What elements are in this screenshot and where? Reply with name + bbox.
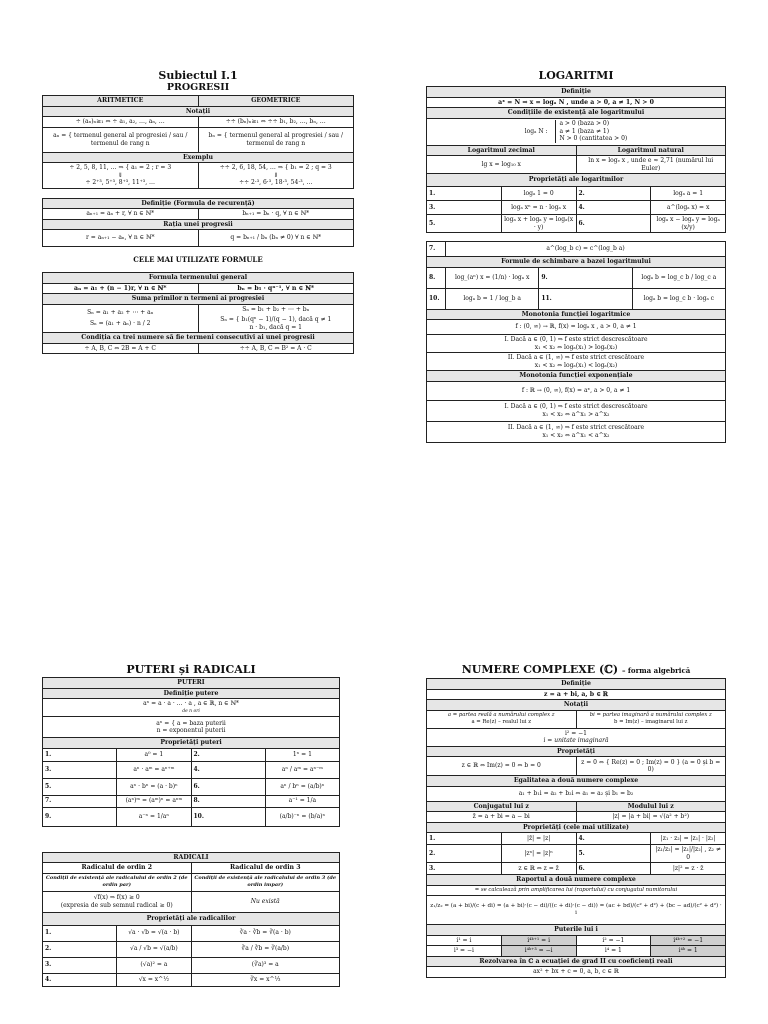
puteri-prop: aⁿ / aᵐ = aⁿ⁻ᵐ: [265, 761, 339, 778]
cx-pi-general: i⁴ᵏ⁺³ = −i: [501, 946, 576, 957]
radicali-label: RADICALI: [43, 852, 340, 863]
exemplu-arit-line2: ⇓: [117, 171, 123, 179]
cx-i2: [427, 728, 726, 746]
log-sch: logₐ b = log_c b / log_c a: [632, 267, 725, 288]
cx-prop-header: Proprietăți: [427, 746, 726, 757]
log-conditii-header: Condițiile de existență ale logaritmului: [427, 108, 726, 119]
cx-pi: i⁴ = 1: [576, 946, 651, 957]
cx-propm: |z|² = z · z̄: [651, 863, 726, 875]
log-zecimal-header: Logaritmul zecimal: [427, 145, 577, 156]
log-sch-num: 9.: [539, 267, 632, 288]
log-prop7-num: 7.: [427, 242, 446, 257]
log-prop-header: Proprietăți ale logaritmilor: [427, 174, 726, 187]
cx-pi-general: i⁴ᵏ = 1: [651, 946, 726, 957]
log-definitie-header: Definiție: [427, 87, 726, 98]
exp-mono-case1: [427, 400, 726, 421]
cx-not-a2: a = Re(z) – realul lui z: [471, 719, 532, 725]
cx-pi-general: i⁴ᵏ⁺¹ = i: [501, 935, 576, 946]
exemplu-arit-line1: ÷ 2, 5, 8, 11, … ⇒ { a₁ = 2 ; r = 3: [69, 164, 172, 171]
suma-header: Suma primilor n termeni ai progresiei: [43, 294, 354, 305]
ratia-arit: r = aₙ₊₁ − aₙ, ∀ n ∈ ℕ*: [43, 230, 199, 247]
puteri-def-1: [43, 699, 340, 717]
log-natural-header: Logaritmul natural: [576, 145, 726, 156]
puteri-prop: 1ⁿ = 1: [265, 748, 339, 761]
puteri-label: PUTERI: [43, 678, 340, 689]
exemplu-geom-line2: ⇓: [273, 171, 279, 179]
log-mono-case2: [427, 353, 726, 371]
progresii-panel: [42, 70, 354, 354]
suma-geom-line3: n · b₁, dacă q = 1: [249, 323, 302, 331]
exp-mono-2b: x₁ < x₂ ⇔ a^x₁ < a^x₂: [542, 431, 610, 439]
log-cond-2: a ≠ 1 (baza ≠ 1): [559, 127, 610, 135]
cx-ecuatie: ax² + bx + c = 0, a, b, c ∈ ℝ: [427, 967, 726, 978]
puteri-def-de-n-ori: de n ori: [182, 708, 200, 714]
cx-not-b: [576, 710, 726, 728]
progresii-definitie-table: [42, 198, 354, 248]
rad-prop-3: ∛a / ∛b = ∛(a/b): [191, 941, 340, 957]
tg-arit: aₙ = a₁ + (n − 1)r, ∀ n ∈ ℕ*: [43, 283, 199, 294]
exemplu-geom-line3: ÷÷ 2·³, 6·³, 18·³, 54·³, …: [239, 179, 313, 186]
rad2-cond-note: (expresia de sub semnul radical ≥ 0): [60, 901, 173, 909]
notatie-geom: ÷÷ (bₙ)ₙ≥₁ ⇔ ÷÷ b₁, b₂, …, bₙ, …: [198, 117, 354, 128]
col-geometrice: GEOMETRICE: [198, 96, 354, 107]
log-zecimal: lg x = log₁₀ x: [427, 156, 577, 174]
conditia-header: Condiția ca trei numere să fie termeni consecutivi ai unei progresii: [43, 333, 354, 344]
cx-propm-num: 1.: [427, 833, 502, 845]
logaritmi-table-2: [426, 241, 726, 443]
rad-prop-num: 2.: [43, 941, 117, 957]
termen-arit: aₙ = { termenul general al progresiei / sau / termenul de rang n: [43, 127, 199, 152]
puteri-prop: (a/b)⁻ⁿ = (b/a)ⁿ: [265, 807, 339, 826]
log-mono-header: Monotonia funcției logaritmice: [427, 309, 726, 320]
cx-mod: |z| = |a + bi| = √(a² + b²): [576, 812, 726, 823]
exemplu-arit: [43, 163, 199, 189]
suma-arit-line1: Sₙ = a₁ + a₂ + ⋯ + aₙ: [87, 308, 154, 316]
log-sch: log_(aⁿ) x = (1/n) · logₐ x: [446, 267, 539, 288]
log-mono-1b: x₁ < x₂ ⇔ logₐ(x₁) > logₐ(x₂): [534, 343, 618, 351]
rad-prop-2: √x = x^½: [117, 973, 191, 986]
puteri-def-formula: aⁿ = a · a · … · a , a ∈ ℝ, n ∈ ℕ*: [143, 700, 239, 707]
cx-propm: z ∈ ℝ ⇔ z = z̄: [501, 863, 576, 875]
exemplu-arit-line3: ÷ 2⁺³, 5⁺³, 8⁺³, 11⁺³, …: [85, 179, 156, 186]
cx-def: z = a + bi, a, b ∈ ℝ: [427, 689, 726, 700]
cx-propm-num: 6.: [576, 863, 651, 875]
progresii-title: Subiectul I.1: [158, 69, 238, 82]
exp-mono-def: f : ℝ → (0, ∞), f(x) = aˣ, a > 0, a ≠ 1: [427, 381, 726, 400]
cx-pi: i² = −1: [576, 935, 651, 946]
cx-egal: a₁ + b₁i = a₂ + b₂i ⇔ a₁ = a₂ și b₁ = b₂: [427, 786, 726, 801]
puteri-prop-num: 1.: [43, 748, 117, 761]
puteri-prop-header: Proprietăți puteri: [43, 738, 340, 749]
termen-geom: bₙ = { termenul general al progresiei / sau / termenul de rang n: [198, 127, 354, 152]
ratia-geom: q = bₙ₊₁ / bₙ (bₙ ≠ 0) ∀ n ∈ ℕ*: [198, 230, 354, 247]
cx-egal-header: Egalitatea a două numere complexe: [427, 776, 726, 787]
puteri-prop-num: 7.: [43, 795, 117, 807]
puteri-prop: a⁻ⁿ = 1/aⁿ: [117, 807, 191, 826]
exp-mono-header: Monotonia funcției exponențiale: [427, 371, 726, 382]
ratia-header: Rația unei progresii: [43, 219, 354, 230]
suma-arit: [43, 304, 199, 333]
puteri-def-exponent: n = exponentul puterii: [156, 727, 226, 734]
rad-prop-3: ∛x = x^⅓: [191, 973, 340, 986]
rad2-header: Radicalul de ordin 2: [43, 863, 192, 874]
exemplu-geom-line1: ÷÷ 2, 6, 18, 54, … ⇒ { b₁ = 2 ; q = 3: [219, 164, 332, 171]
rad-prop-2: √a / √b = √(a/b): [117, 941, 191, 957]
tg-geom: bₙ = b₁ · qⁿ⁻¹, ∀ n ∈ ℕ*: [198, 283, 354, 294]
log-prop-num: 2.: [576, 187, 651, 201]
conditia-arit: ÷ A, B, C ⇔ 2B = A + C: [43, 343, 199, 354]
formule-title: CELE MAI UTILIZATE FORMULE: [133, 255, 263, 264]
radicali-table: [42, 852, 340, 987]
rad3-cond: Nu există: [191, 891, 340, 912]
log-mono-2b: x₁ < x₂ ⇔ logₐ(x₁) < logₐ(x₂): [534, 361, 618, 369]
puteri-prop-num: 5.: [43, 778, 117, 795]
rad3-header: Radicalul de ordin 3: [191, 863, 340, 874]
rad-prop-2: √a · √b = √(a · b): [117, 925, 191, 941]
rad2-cond-formula: √f(x) ⇒ f(x) ≥ 0: [93, 894, 140, 901]
exp-mono-1b: x₁ < x₂ ⇔ a^x₁ > a^x₂: [542, 410, 610, 418]
puteri-prop: a⁰ = 1: [117, 748, 191, 761]
rad-prop-2: (√a)² = a: [117, 957, 191, 973]
cx-prop-zero: z = 0 ⇔ { Re(z) = 0 ; Im(z) = 0 } (a = 0 și b = 0): [576, 757, 726, 776]
complexe-title-main: NUMERE COMPLEXE (ℂ): [461, 663, 619, 676]
cx-propm: |zⁿ| = |z|ⁿ: [501, 845, 576, 863]
notatie-arit: ÷ (aₙ)ₙ≥₁ ⇔ ÷ a₁, a₂, …, aₙ, …: [43, 117, 199, 128]
definitie-header: Definiție (Formula de recurență): [43, 198, 354, 209]
puteri-prop: aⁿ · aᵐ = aⁿ⁺ᵐ: [117, 761, 191, 778]
cx-i2-formula: i² = −1: [564, 729, 587, 737]
puteri-panel: [42, 664, 340, 987]
cx-not-a1: a = partea reală a numărului complex z: [447, 711, 555, 718]
progresii-notatii-table: [42, 95, 354, 189]
progresii-formule-table: [42, 272, 354, 354]
cx-propm-num: 3.: [427, 863, 502, 875]
exp-mono-1a: I. Dacă a ∈ (0, 1) ⇒ f este strict descrescătoare: [504, 403, 648, 410]
puteri-prop-num: 10.: [191, 807, 265, 826]
puteri-prop: aⁿ · bⁿ = (a · b)ⁿ: [117, 778, 191, 795]
rad-prop-num: 4.: [43, 973, 117, 986]
log-conditii: [427, 118, 726, 145]
cx-ecuatie-header: Rezolvarea în ℂ a ecuației de grad II cu coeficienți reali: [427, 956, 726, 967]
log-sch: logₐ b = log_c b · logₐ c: [632, 288, 725, 309]
exp-mono-case2: [427, 421, 726, 442]
cx-propm-header: Proprietăți (cele mai utilizate): [427, 822, 726, 833]
notatii-header: Notații: [43, 106, 354, 117]
cx-propm: |z₁ · z₂| = |z₁| · |z₂|: [651, 833, 726, 845]
cx-propm-num: 4.: [576, 833, 651, 845]
cx-propm-num: 5.: [576, 845, 651, 863]
puteri-table: [42, 677, 340, 827]
cx-notatii-header: Notații: [427, 700, 726, 711]
log-natural: ln x = logₑ x , unde e ≈ 2,71 (numărul lui Euler): [576, 156, 726, 174]
log-definitie: aˣ = N ⇒ x = logₐ N , unde a > 0, a ≠ 1, N > 0: [427, 97, 726, 108]
puteri-prop-num: 3.: [43, 761, 117, 778]
cx-puteri-header: Puterile lui i: [427, 925, 726, 936]
logaritmi-table-1: [426, 86, 726, 233]
suma-geom-line2: Sₙ = { b₁(qⁿ − 1)/(q − 1), dacă q ≠ 1: [220, 316, 332, 323]
rad-prop-header: Proprietăți ale radicalilor: [43, 912, 340, 925]
puteri-def-baza: aⁿ = { a = baza puterii: [156, 719, 226, 727]
log-sch-num: 8.: [427, 267, 446, 288]
cx-not-b2: b = Im(z) – imaginarul lui z: [614, 719, 688, 725]
log-mono-def: f : (0, ∞) → ℝ, f(x) = logₐ x , a > 0, a ≠ 1: [427, 320, 726, 335]
exemplu-header: Exemplu: [43, 152, 354, 163]
log-mono-2a: II. Dacă a ∈ (1, ∞) ⇒ f este strict crescătoare: [507, 354, 645, 361]
log-mono-case1: [427, 335, 726, 353]
suma-arit-line2: Sₙ = (a₁ + aₙ) · n / 2: [90, 320, 151, 328]
log-prop-num: 5.: [427, 215, 502, 233]
cx-conj-header: Conjugatul lui z: [427, 801, 577, 812]
log-cond-3: N > 0 (cantitatea > 0): [559, 135, 628, 143]
cx-def-header: Definiție: [427, 679, 726, 690]
log-prop: a^(logₐ x) = x: [651, 201, 726, 215]
rad2-cond-title: Condiții de existență ale radicalului de ordin 2 (de ordin par): [43, 873, 192, 891]
cx-propm: |z̄| = |z|: [501, 833, 576, 845]
puteri-title: PUTERI și RADICALI: [126, 663, 256, 676]
log-prop-num: 6.: [576, 215, 651, 233]
cx-not-a: [427, 710, 577, 728]
def-geom: bₙ₊₁ = bₙ · q, ∀ n ∈ ℕ*: [198, 209, 354, 220]
puteri-prop: a⁻¹ = 1/a: [265, 795, 339, 807]
def-arit: aₙ₊₁ = aₙ + r, ∀ n ∈ ℕ*: [43, 209, 199, 220]
suma-geom-line1: Sₙ = b₁ + b₂ + ⋯ + bₙ: [242, 305, 310, 313]
cx-pi: i¹ = i: [427, 935, 502, 946]
termen-general-header: Formula termenului general: [43, 273, 354, 284]
rad-prop-3: ∛a · ∛b = ∛(a · b): [191, 925, 340, 941]
log-mono-1a: I. Dacă a ∈ (0, 1) ⇒ f este strict descrescătoare: [504, 336, 648, 343]
cx-not-b1: bi = partea imaginară a numărului complex z: [589, 711, 712, 718]
puteri-prop: (aⁿ)ᵐ = (aᵐ)ⁿ = aⁿᵐ: [117, 795, 191, 807]
rad-prop-3: (∛a)³ = a: [191, 957, 340, 973]
puteri-prop-num: 9.: [43, 807, 117, 826]
rad3-cond-title: Condiții de existență ale radicalului de ordin 3 (de ordin impar): [191, 873, 340, 891]
log-sch: logₐ b = 1 / log_b a: [446, 288, 539, 309]
suma-geom: [198, 304, 354, 333]
log-prop: logₐ x + logₐ y = logₐ(x · y): [501, 215, 576, 233]
log-cond-1: a > 0 (baza > 0): [559, 120, 610, 128]
log-sch-num: 11.: [539, 288, 632, 309]
cx-raport-header: Raportul a două numere complexe: [427, 875, 726, 886]
cx-i-def: i = unitate imaginară: [543, 737, 609, 744]
cx-propm: |z₁/z₂| = |z₁|/|z₂| , z₂ ≠ 0: [651, 845, 726, 863]
cx-mod-header: Modulul lui z: [576, 801, 726, 812]
cx-raport-note: = se calculează prin amplificarea lui (raportului) cu conjugatul numitorului: [427, 885, 726, 896]
cx-propm-num: 2.: [427, 845, 502, 863]
progresii-subtitle: PROGRESII: [166, 82, 230, 93]
log-prop: logₐ xⁿ = n · logₐ x: [501, 201, 576, 215]
log-prop7: a^(log_b c) = c^(log_b a): [446, 242, 726, 257]
logaritmi-panel: [426, 70, 726, 443]
log-prop: logₐ a = 1: [651, 187, 726, 201]
log-prop: logₐ 1 = 0: [501, 187, 576, 201]
complexe-title-small: – forma algebrică: [621, 666, 691, 675]
log-schimbare-header: Formule de schimbare a bazei logaritmului: [427, 257, 726, 268]
puteri-prop-num: 4.: [191, 761, 265, 778]
rad2-cond: [43, 891, 192, 912]
rad-prop-num: 3.: [43, 957, 117, 973]
puteri-def-2: [43, 717, 340, 738]
puteri-prop-num: 2.: [191, 748, 265, 761]
puteri-def-header: Definiție putere: [43, 688, 340, 699]
cx-pi: i³ = −i: [427, 946, 502, 957]
log-sch-num: 10.: [427, 288, 446, 309]
log-prop-num: 4.: [576, 201, 651, 215]
rad-prop-num: 1.: [43, 925, 117, 941]
complexe-table: [426, 678, 726, 978]
exp-mono-2a: II. Dacă a ∈ (1, ∞) ⇒ f este strict crescătoare: [507, 424, 645, 431]
exemplu-geom: [198, 163, 354, 189]
puteri-prop-num: 8.: [191, 795, 265, 807]
log-prop-num: 1.: [427, 187, 502, 201]
log-cond-lhs: logₐ N :: [524, 128, 548, 135]
puteri-prop: aⁿ / bⁿ = (a/b)ⁿ: [265, 778, 339, 795]
log-prop-num: 3.: [427, 201, 502, 215]
puteri-prop-num: 6.: [191, 778, 265, 795]
cx-pi-general: i⁴ᵏ⁺² = −1: [651, 935, 726, 946]
cx-prop-real: z ∈ ℝ ⇔ Im(z) = 0 ⇔ b = 0: [427, 757, 577, 776]
conditia-geom: ÷÷ A, B, C ⇔ B² = A · C: [198, 343, 354, 354]
complexe-title: [426, 664, 726, 677]
logaritmi-title: LOGARITMI: [538, 69, 614, 82]
col-aritmetice: ARITMETICE: [43, 96, 199, 107]
log-prop: logₐ x − logₐ y = logₐ (x/y): [651, 215, 726, 233]
complexe-panel: [426, 664, 726, 978]
cx-raport-formula: z₁/z₂ = (a + bi)/(c + di) = (a + bi)·(c − di)/((c + di)·(c − di)) = (ac + bd)/(c² + d²) + (bc − ad)/(c² + d²) · i: [427, 896, 726, 925]
cx-conj: z̄ = a + bi = a − bi: [427, 812, 577, 823]
